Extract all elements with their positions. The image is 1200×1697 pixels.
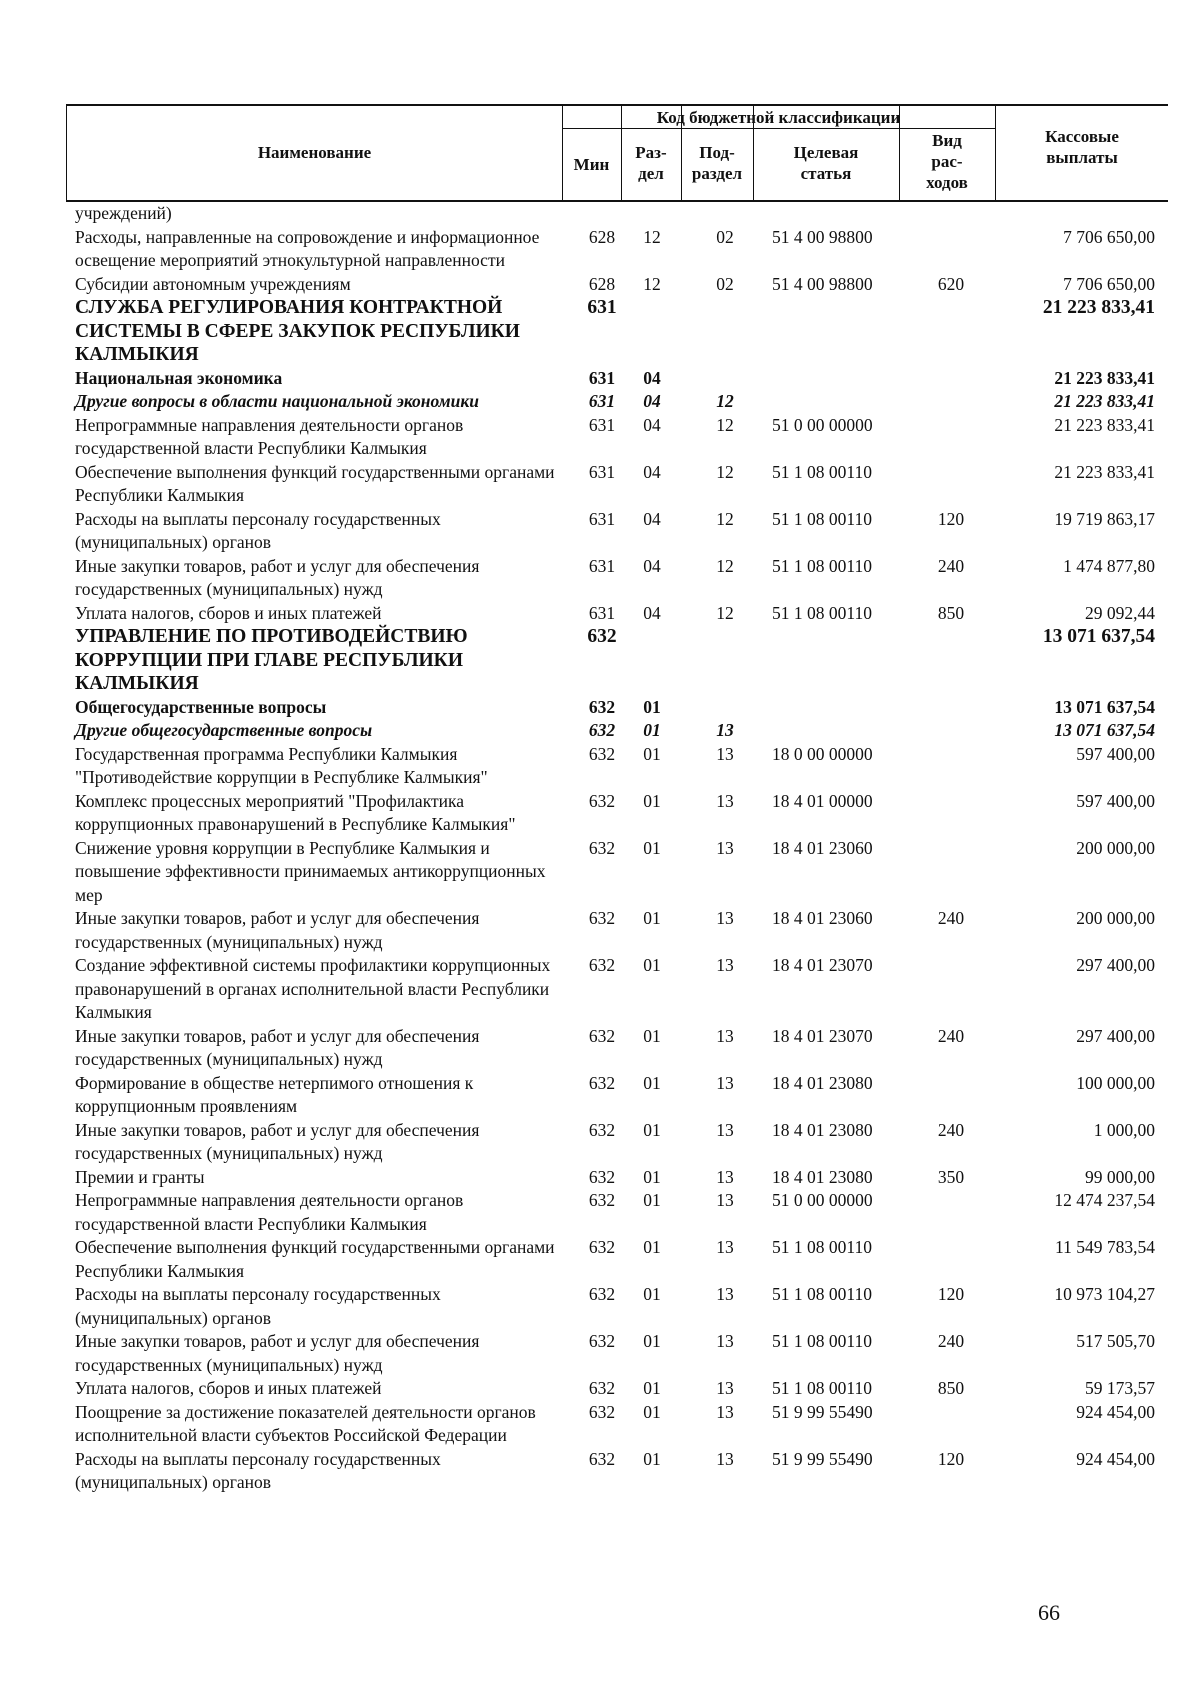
col-razdel: 01	[643, 1166, 661, 1187]
row-name: Субсидии автономным учреждениям	[75, 273, 351, 294]
col-podrazdel: 13	[716, 1072, 734, 1093]
col-min: 631	[588, 461, 616, 482]
col-razdel: 04	[643, 602, 661, 623]
col-podrazdel: 13	[716, 1378, 734, 1398]
col-min: 632	[588, 1331, 616, 1351]
table-row	[0, 1189, 1200, 1236]
col-celevaya: 51 1 08 00110	[772, 1237, 872, 1257]
col-min: 632	[588, 696, 616, 717]
header-podrazdel: Под- раздел	[691, 143, 743, 183]
table-row	[0, 555, 1200, 602]
col-vid: 850	[937, 602, 965, 623]
col-amount: 1 000,00	[1093, 1119, 1155, 1140]
row-name: Другие вопросы в области национальной экономики	[75, 391, 479, 411]
col-razdel: 01	[643, 1401, 661, 1422]
col-min: 632	[588, 1190, 616, 1210]
table-row	[0, 719, 1200, 743]
header-name: Наименование	[257, 143, 372, 162]
col-razdel: 12	[643, 273, 661, 294]
col-amount: 21 223 833,41	[1054, 391, 1155, 411]
col-vid: 240	[937, 555, 965, 576]
col-min: 632	[588, 743, 616, 764]
col-celevaya: 51 9 99 55490	[772, 1401, 873, 1422]
col-podrazdel: 13	[716, 1237, 734, 1257]
col-razdel: 01	[643, 696, 661, 717]
col-podrazdel: 12	[716, 555, 734, 576]
col-razdel: 04	[643, 367, 661, 388]
col-celevaya: 18 4 01 23060	[772, 908, 873, 928]
col-min: 632	[588, 790, 616, 811]
col-celevaya: 51 1 08 00110	[772, 555, 872, 576]
col-min: 632	[588, 720, 616, 740]
col-min: 632	[588, 908, 616, 928]
row-name: УПРАВЛЕНИЕ ПО ПРОТИВОДЕЙСТВИЮ КОРРУПЦИИ ПРИ ГЛАВЕ РЕСПУБЛИКИ КАЛМЫКИЯ	[75, 626, 468, 694]
header-code-group: Код бюджетной классификации	[656, 108, 901, 127]
col-podrazdel: 13	[716, 837, 734, 858]
col-razdel: 04	[643, 508, 661, 529]
col-amount: 29 092,44	[1085, 602, 1155, 623]
col-vid: 620	[937, 273, 965, 294]
col-podrazdel: 13	[716, 1025, 734, 1046]
table-body	[0, 202, 1200, 1495]
col-min: 631	[588, 367, 616, 388]
col-razdel: 01	[643, 790, 661, 811]
col-podrazdel: 12	[716, 414, 734, 435]
col-celevaya: 51 1 08 00110	[772, 508, 872, 529]
col-razdel: 01	[643, 1331, 661, 1351]
col-amount: 59 173,57	[1085, 1378, 1155, 1398]
row-name: Общегосударственные вопросы	[75, 696, 327, 717]
col-amount: 7 706 650,00	[1063, 226, 1155, 247]
col-min: 632	[587, 626, 617, 647]
table-row	[0, 954, 1200, 1025]
table-row	[0, 508, 1200, 555]
col-celevaya: 51 4 00 98800	[772, 273, 873, 294]
row-name: СЛУЖБА РЕГУЛИРОВАНИЯ КОНТРАКТНОЙ СИСТЕМЫ В СФЕРЕ ЗАКУПОК РЕСПУБЛИКИ КАЛМЫКИЯ	[75, 297, 520, 365]
col-celevaya: 51 1 08 00110	[772, 1331, 872, 1351]
col-vid: 120	[937, 1284, 965, 1304]
row-name: Расходы на выплаты персоналу государственных (муниципальных) органов	[75, 1448, 441, 1492]
table-row	[0, 1283, 1200, 1330]
col-amount: 100 000,00	[1076, 1072, 1155, 1093]
col-razdel: 01	[643, 837, 661, 858]
col-celevaya: 18 4 01 23080	[772, 1166, 873, 1187]
col-amount: 924 454,00	[1076, 1448, 1155, 1469]
row-name: Снижение уровня коррупции в Республике Калмыкия и повышение эффективности принимаемых антикоррупционных мер	[75, 837, 546, 905]
col-celevaya: 51 1 08 00110	[772, 1284, 872, 1304]
col-podrazdel: 12	[716, 391, 734, 411]
col-celevaya: 51 4 00 98800	[772, 226, 873, 247]
col-amount: 13 071 637,54	[1054, 696, 1155, 717]
col-amount: 297 400,00	[1076, 955, 1155, 975]
row-name: Обеспечение выполнения функций государственными органами Республики Калмыкия	[75, 1237, 555, 1281]
row-name: Непрограммные направления деятельности органов государственной власти Республики Калмыкия	[75, 414, 464, 458]
col-razdel: 01	[643, 1378, 661, 1398]
row-name: учреждений)	[75, 203, 172, 223]
col-celevaya: 18 4 01 23080	[772, 1119, 873, 1140]
table-row	[0, 1377, 1200, 1401]
col-celevaya: 51 1 08 00110	[772, 1378, 872, 1398]
col-podrazdel: 13	[716, 908, 734, 928]
table-row	[0, 461, 1200, 508]
table-row	[0, 1236, 1200, 1283]
col-razdel: 04	[643, 555, 661, 576]
col-min: 632	[588, 1025, 616, 1046]
col-celevaya: 51 1 08 00110	[772, 602, 872, 623]
row-name: Иные закупки товаров, работ и услуг для обеспечения государственных (муниципальных) нужд	[75, 1119, 480, 1163]
row-name: Уплата налогов, сборов и иных платежей	[75, 1378, 382, 1398]
col-amount: 924 454,00	[1076, 1401, 1155, 1422]
col-celevaya: 18 4 01 23070	[772, 955, 873, 975]
table-row	[0, 907, 1200, 954]
header-amount: Кассовые выплаты	[1045, 127, 1119, 167]
col-amount: 597 400,00	[1076, 743, 1155, 764]
table-row	[0, 696, 1200, 720]
row-name: Иные закупки товаров, работ и услуг для обеспечения государственных (муниципальных) нужд	[75, 1025, 480, 1069]
table-row	[0, 790, 1200, 837]
page-number: 66	[1038, 1600, 1060, 1625]
col-min: 632	[588, 1072, 616, 1093]
row-name: Иные закупки товаров, работ и услуг для обеспечения государственных (муниципальных) нужд	[75, 555, 480, 599]
col-amount: 7 706 650,00	[1063, 273, 1155, 294]
col-podrazdel: 13	[716, 1284, 734, 1304]
col-vid: 240	[937, 1025, 965, 1046]
col-min: 631	[588, 391, 616, 411]
col-celevaya: 18 4 01 23070	[772, 1025, 873, 1046]
row-name: Создание эффективной системы профилактики коррупционных правонарушений в органах исполнительной власти Республики Калмыкия	[75, 955, 551, 1022]
col-amount: 21 223 833,41	[1054, 461, 1155, 482]
col-min: 632	[588, 1401, 616, 1422]
table-row	[0, 1072, 1200, 1119]
col-podrazdel: 13	[716, 1166, 734, 1187]
col-min: 632	[588, 1237, 616, 1257]
col-amount: 200 000,00	[1076, 908, 1155, 928]
table-row	[0, 602, 1200, 626]
col-podrazdel: 02	[716, 273, 734, 294]
col-min: 632	[588, 1448, 616, 1469]
col-vid: 240	[937, 1119, 965, 1140]
table-row	[0, 1025, 1200, 1072]
table-row	[0, 414, 1200, 461]
col-podrazdel: 02	[716, 226, 734, 247]
col-vid: 120	[937, 508, 965, 529]
col-podrazdel: 13	[716, 955, 734, 975]
col-amount: 200 000,00	[1076, 837, 1155, 858]
col-amount: 21 223 833,41	[1054, 414, 1155, 435]
col-razdel: 01	[643, 955, 661, 975]
row-name: Комплекс процессных мероприятий "Профилактика коррупционных правонарушений в Республике Калмыкия"	[75, 790, 516, 834]
table-row	[0, 1330, 1200, 1377]
col-razdel: 12	[643, 226, 661, 247]
header-celevaya: Целевая статья	[793, 143, 859, 183]
table-row	[0, 1448, 1200, 1495]
col-podrazdel: 13	[716, 1448, 734, 1469]
col-celevaya: 51 9 99 55490	[772, 1448, 873, 1469]
col-razdel: 01	[643, 1448, 661, 1469]
col-vid: 240	[937, 1331, 965, 1351]
col-celevaya: 51 1 08 00110	[772, 461, 872, 482]
col-razdel: 04	[643, 461, 661, 482]
col-amount: 10 973 104,27	[1054, 1284, 1155, 1304]
row-name: Поощрение за достижение показателей деятельности органов исполнительной власти субъектов Российской Федерации	[75, 1401, 536, 1445]
row-name: Другие общегосударственные вопросы	[75, 720, 373, 740]
col-amount: 597 400,00	[1076, 790, 1155, 811]
col-razdel: 01	[643, 1190, 661, 1210]
col-vid: 850	[937, 1378, 965, 1398]
col-amount: 297 400,00	[1076, 1025, 1155, 1046]
col-podrazdel: 12	[716, 508, 734, 529]
col-razdel: 01	[643, 1119, 661, 1140]
col-min: 632	[588, 1166, 616, 1187]
col-min: 632	[588, 1378, 616, 1398]
col-razdel: 01	[643, 720, 661, 740]
table-row	[0, 743, 1200, 790]
col-min: 632	[588, 1284, 616, 1304]
col-min: 631	[588, 602, 616, 623]
col-min: 632	[588, 1119, 616, 1140]
col-min: 631	[588, 508, 616, 529]
col-celevaya: 51 0 00 00000	[772, 1190, 873, 1210]
row-name: Формирование в обществе нетерпимого отношения к коррупционным проявлениям	[75, 1072, 474, 1116]
col-amount: 99 000,00	[1085, 1166, 1155, 1187]
col-amount: 19 719 863,17	[1054, 508, 1155, 529]
col-razdel: 01	[643, 1072, 661, 1093]
col-min: 628	[588, 273, 616, 294]
table-row	[0, 1166, 1200, 1190]
col-podrazdel: 13	[716, 1119, 734, 1140]
table-row	[0, 273, 1200, 297]
col-razdel: 04	[643, 391, 661, 411]
col-podrazdel: 13	[716, 720, 734, 740]
col-amount: 13 071 637,54	[1042, 626, 1155, 647]
col-podrazdel: 12	[716, 602, 734, 623]
col-amount: 1 474 877,80	[1063, 555, 1155, 576]
table-row	[0, 1401, 1200, 1448]
col-min: 631	[587, 297, 617, 318]
col-celevaya: 18 0 00 00000	[772, 743, 873, 764]
col-podrazdel: 13	[716, 1190, 734, 1210]
row-name: Расходы на выплаты персоналу государственных (муниципальных) органов	[75, 1284, 441, 1328]
col-celevaya: 51 0 00 00000	[772, 414, 873, 435]
col-celevaya: 18 4 01 23080	[772, 1072, 873, 1093]
col-razdel: 01	[643, 743, 661, 764]
row-name: Расходы, направленные на сопровождение и информационное освещение мероприятий этнокультурной направленности	[75, 226, 540, 270]
header-min: Мин	[573, 155, 610, 174]
row-name: Иные закупки товаров, работ и услуг для обеспечения государственных (муниципальных) нужд	[75, 908, 480, 952]
col-vid: 120	[937, 1448, 965, 1469]
col-amount: 517 505,70	[1076, 1331, 1155, 1351]
col-amount: 13 071 637,54	[1054, 720, 1155, 740]
col-min: 631	[588, 555, 616, 576]
row-name: Национальная экономика	[75, 367, 283, 388]
col-min: 632	[588, 837, 616, 858]
col-amount: 21 223 833,41	[1042, 297, 1155, 318]
table-row	[0, 226, 1200, 273]
col-razdel: 01	[643, 1237, 661, 1257]
row-name: Расходы на выплаты персоналу государственных (муниципальных) органов	[75, 508, 441, 552]
col-vid: 240	[937, 908, 965, 928]
col-celevaya: 18 4 01 00000	[772, 790, 873, 811]
row-name: Премии и гранты	[75, 1166, 205, 1187]
col-vid: 350	[937, 1166, 965, 1187]
col-amount: 12 474 237,54	[1054, 1190, 1155, 1210]
row-name: Обеспечение выполнения функций государственными органами Республики Калмыкия	[75, 461, 555, 505]
col-min: 628	[588, 226, 616, 247]
col-amount: 21 223 833,41	[1054, 367, 1155, 388]
col-razdel: 01	[643, 1284, 661, 1304]
table-row	[0, 625, 1200, 696]
col-podrazdel: 13	[716, 1401, 734, 1422]
col-min: 631	[588, 414, 616, 435]
col-amount: 11 549 783,54	[1055, 1237, 1155, 1257]
col-podrazdel: 13	[716, 743, 734, 764]
row-name: Уплата налогов, сборов и иных платежей	[75, 602, 382, 623]
table-header	[66, 104, 1168, 202]
col-podrazdel: 13	[716, 1331, 734, 1351]
table-row	[0, 296, 1200, 367]
row-name: Непрограммные направления деятельности органов государственной власти Республики Калмыкия	[75, 1190, 464, 1234]
table-row	[0, 202, 1200, 226]
table-row	[0, 1119, 1200, 1166]
col-razdel: 01	[643, 1025, 661, 1046]
col-razdel: 04	[643, 414, 661, 435]
col-razdel: 01	[643, 908, 661, 928]
header-razdel: Раз- дел	[635, 143, 667, 183]
col-celevaya: 18 4 01 23060	[772, 837, 873, 858]
row-name: Государственная программа Республики Калмыкия "Противодействие коррупции в Республике Калмыкия"	[75, 743, 488, 787]
row-name: Иные закупки товаров, работ и услуг для обеспечения государственных (муниципальных) нужд	[75, 1331, 480, 1375]
col-podrazdel: 12	[716, 461, 734, 482]
header-vid: Вид рас- ходов	[926, 131, 968, 192]
table-row	[0, 367, 1200, 391]
table-row	[0, 837, 1200, 908]
col-podrazdel: 13	[716, 790, 734, 811]
table-row	[0, 390, 1200, 414]
col-min: 632	[588, 955, 616, 975]
